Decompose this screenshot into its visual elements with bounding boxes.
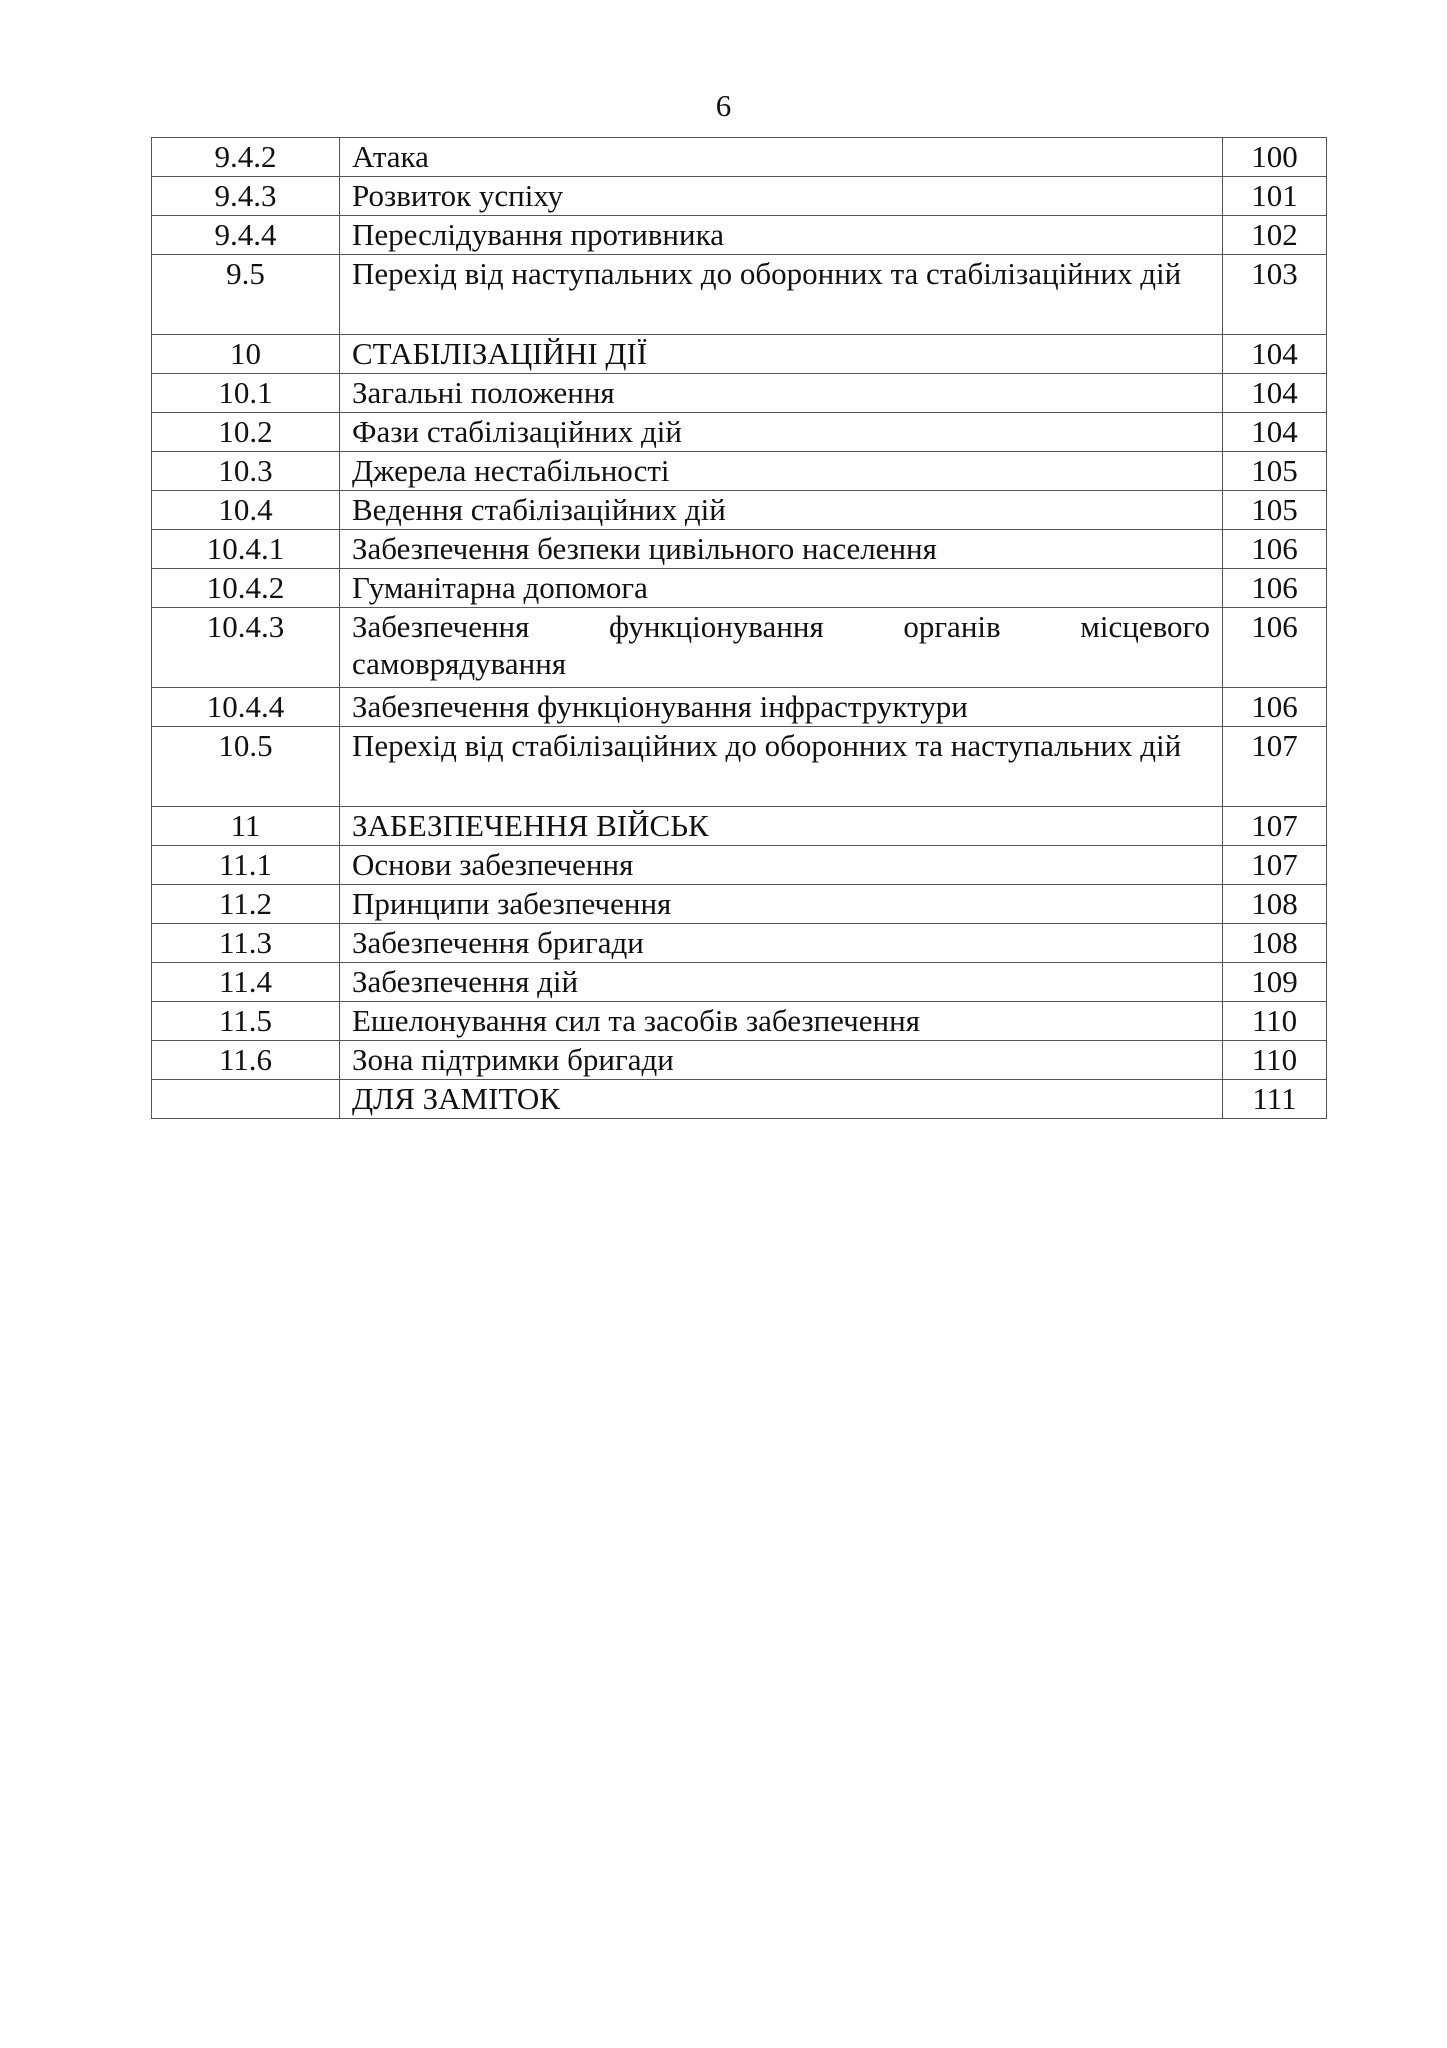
- table-of-contents: [151, 137, 1327, 1119]
- section-title: Забезпечення функціонування інфраструктури: [340, 688, 1223, 727]
- toc-row: [152, 530, 1327, 569]
- section-title: Перехід від наступальних до оборонних та стабілізаційних дій: [340, 255, 1223, 335]
- section-title: ДЛЯ ЗАМІТОК: [340, 1080, 1223, 1119]
- section-number: 10: [152, 335, 340, 374]
- section-number: 11.3: [152, 924, 340, 963]
- section-page: 101: [1223, 177, 1327, 216]
- section-number: 11.5: [152, 1002, 340, 1041]
- toc-row: [152, 491, 1327, 530]
- section-page: 110: [1223, 1041, 1327, 1080]
- page-number: 6: [715, 88, 732, 123]
- section-number: 9.4.4: [152, 216, 340, 255]
- section-number: [152, 1080, 340, 1119]
- section-number: 9.4.3: [152, 177, 340, 216]
- toc-row: [152, 1002, 1327, 1041]
- section-number: 10.5: [152, 727, 340, 807]
- section-number: 10.4.3: [152, 608, 340, 688]
- section-title: Принципи забезпечення: [340, 885, 1223, 924]
- toc-row: [152, 727, 1327, 807]
- section-page: 108: [1223, 924, 1327, 963]
- toc-row: [152, 138, 1327, 177]
- section-title: Переслідування противника: [340, 216, 1223, 255]
- section-page: 106: [1223, 608, 1327, 688]
- section-title: Джерела нестабільності: [340, 452, 1223, 491]
- section-page: 103: [1223, 255, 1327, 335]
- section-page: 107: [1223, 727, 1327, 807]
- section-page: 102: [1223, 216, 1327, 255]
- toc-row: [152, 846, 1327, 885]
- toc-row: [152, 608, 1327, 688]
- section-page: 100: [1223, 138, 1327, 177]
- section-title: Ведення стабілізаційних дій: [340, 491, 1223, 530]
- section-title: Гуманітарна допомога: [340, 569, 1223, 608]
- toc-row: [152, 216, 1327, 255]
- section-title: Зона підтримки бригади: [340, 1041, 1223, 1080]
- section-title: Основи забезпечення: [340, 846, 1223, 885]
- section-title: Розвиток успіху: [340, 177, 1223, 216]
- section-number: 10.4.2: [152, 569, 340, 608]
- toc-row: [152, 1080, 1327, 1119]
- section-page: 111: [1223, 1080, 1327, 1119]
- toc-body: [152, 138, 1327, 1119]
- section-number: 11.6: [152, 1041, 340, 1080]
- section-title: Ешелонування сил та засобів забезпечення: [340, 1002, 1223, 1041]
- toc-row: [152, 963, 1327, 1002]
- section-title: Перехід від стабілізаційних до оборонних та наступальних дій: [340, 727, 1223, 807]
- section-title: Забезпечення функціонування органів місцевого самоврядування: [340, 608, 1223, 688]
- section-page: 108: [1223, 885, 1327, 924]
- section-number: 10.2: [152, 413, 340, 452]
- section-number: 11: [152, 807, 340, 846]
- toc-row: [152, 374, 1327, 413]
- toc-row: [152, 413, 1327, 452]
- section-page: 106: [1223, 530, 1327, 569]
- toc-row: [152, 335, 1327, 374]
- section-page: 107: [1223, 807, 1327, 846]
- section-title: Атака: [340, 138, 1223, 177]
- section-page: 104: [1223, 413, 1327, 452]
- section-page: 105: [1223, 452, 1327, 491]
- section-number: 10.4.1: [152, 530, 340, 569]
- toc-row: [152, 177, 1327, 216]
- section-title: Загальні положення: [340, 374, 1223, 413]
- toc-row: [152, 885, 1327, 924]
- section-title: Фази стабілізаційних дій: [340, 413, 1223, 452]
- toc-row: [152, 452, 1327, 491]
- toc-row: [152, 1041, 1327, 1080]
- toc-row: [152, 688, 1327, 727]
- section-number: 10.4: [152, 491, 340, 530]
- section-page: 104: [1223, 374, 1327, 413]
- section-number: 10.3: [152, 452, 340, 491]
- section-title: СТАБІЛІЗАЦІЙНІ ДІЇ: [340, 335, 1223, 374]
- section-title: ЗАБЕЗПЕЧЕННЯ ВІЙСЬК: [340, 807, 1223, 846]
- toc-row: [152, 569, 1327, 608]
- section-number: 10.4.4: [152, 688, 340, 727]
- section-number: 11.4: [152, 963, 340, 1002]
- toc-row: [152, 807, 1327, 846]
- section-number: 9.4.2: [152, 138, 340, 177]
- toc-row: [152, 924, 1327, 963]
- section-number: 9.5: [152, 255, 340, 335]
- section-page: 104: [1223, 335, 1327, 374]
- section-page: 107: [1223, 846, 1327, 885]
- section-number: 11.1: [152, 846, 340, 885]
- section-number: 11.2: [152, 885, 340, 924]
- section-page: 106: [1223, 569, 1327, 608]
- section-page: 110: [1223, 1002, 1327, 1041]
- section-title: Забезпечення дій: [340, 963, 1223, 1002]
- section-page: 105: [1223, 491, 1327, 530]
- toc-row: [152, 255, 1327, 335]
- section-title: Забезпечення бригади: [340, 924, 1223, 963]
- section-page: 109: [1223, 963, 1327, 1002]
- section-number: 10.1: [152, 374, 340, 413]
- section-title: Забезпечення безпеки цивільного населення: [340, 530, 1223, 569]
- section-page: 106: [1223, 688, 1327, 727]
